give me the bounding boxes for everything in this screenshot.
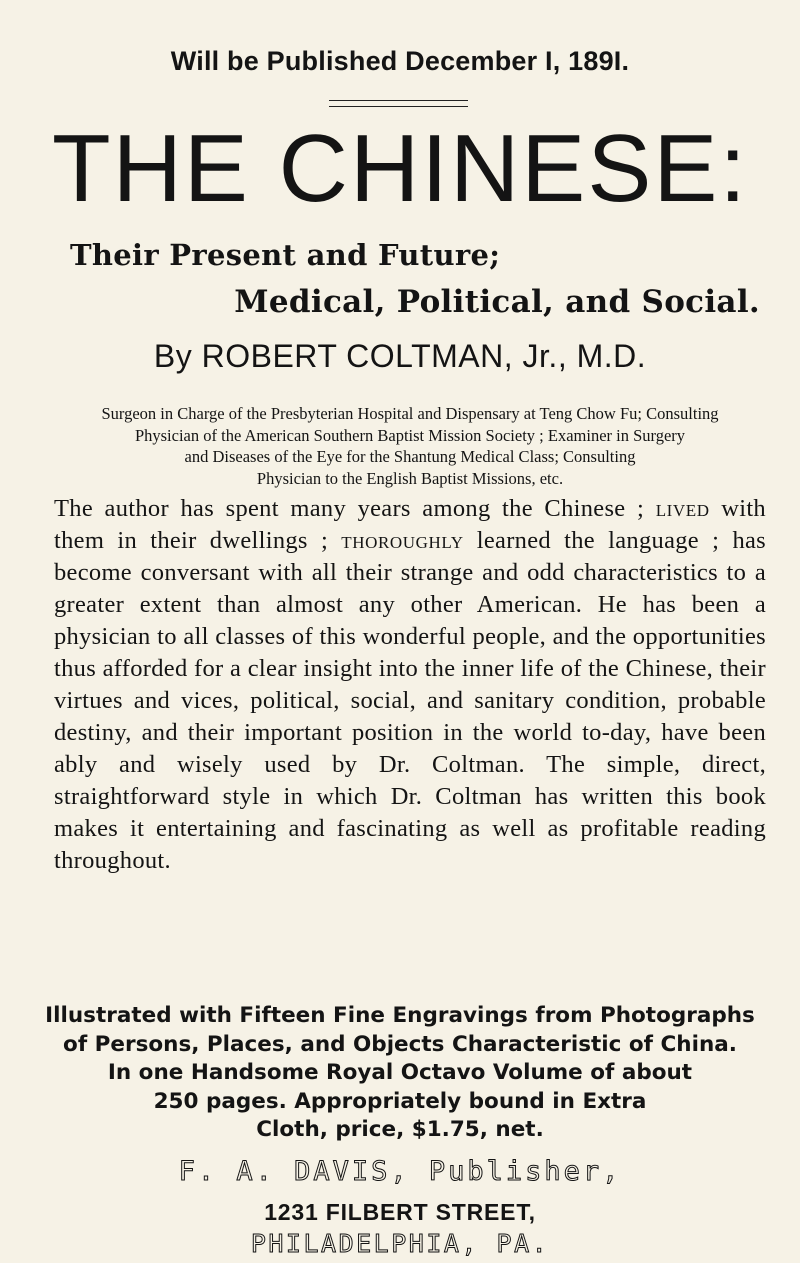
details-line: Illustrated with Fifteen Fine Engravings from Photographs	[45, 1003, 755, 1028]
publication-notice: Will be Published December I, 189I.	[170, 46, 630, 76]
author-credentials	[70, 403, 750, 489]
details-line: of Persons, Places, and Objects Characteristic of China.	[63, 1031, 737, 1057]
publisher-name: F. A. DAVIS, Publisher,	[178, 1156, 622, 1187]
description-text: learned the language ; has become conversant with all their strange and odd characteristics to a greater extent than almost any other American. He has been a physician to all classes of this wonderful people, and the opportunities thus afforded for a clear insight into the inner life of the Chinese, their virtues and vices, political, social, and sanitary condition, probable destiny, and their important position in the world to-day, have been ably and wisely used by Dr. Coltman. The simple, direct, straightforward style in which Dr. Coltman has written this book makes it entertaining and fascinating as well as profitable reading throughout.	[54, 527, 766, 874]
decorative-rule-bottom	[329, 106, 468, 107]
book-details	[40, 1002, 760, 1145]
credentials-line: Surgeon in Charge of the Presbyterian Hospital and Dispensary at Teng Chow Fu; Consulting	[101, 404, 719, 423]
credentials-line: Physician of the American Southern Baptist Mission Society ; Examiner in Surgery	[134, 425, 686, 445]
decorative-rule-top	[329, 100, 468, 101]
book-title: THE CHINESE:	[51, 115, 749, 222]
publisher-address: 1231 FILBERT STREET,	[264, 1199, 536, 1225]
credentials-line: Physician to the English Baptist Missions, etc.	[256, 468, 564, 488]
description-text: with them in their dwellings ;	[54, 495, 766, 554]
subtitle-line-2: Medical, Political, and Social.	[234, 284, 760, 320]
publisher-city: PHILADELPHIA, PA.	[250, 1229, 550, 1258]
description-text: The author has spent many years among the Chinese ;	[54, 495, 656, 522]
author-byline: By ROBERT COLTMAN, Jr., M.D.	[153, 338, 647, 374]
details-line: 250 pages. Appropriately bound in Extra	[153, 1088, 647, 1114]
details-line: Cloth, price, $1.75, net.	[256, 1117, 544, 1142]
subtitle-line-1: Their Present and Future;	[70, 238, 501, 272]
credentials-line: and Diseases of the Eye for the Shantung Medical Class; Consulting	[184, 447, 636, 466]
details-line: In one Handsome Royal Octavo Volume of about	[107, 1060, 693, 1085]
description-emphasis: thoroughly	[341, 527, 464, 554]
description-emphasis: lived	[655, 495, 710, 522]
book-description	[54, 493, 766, 877]
